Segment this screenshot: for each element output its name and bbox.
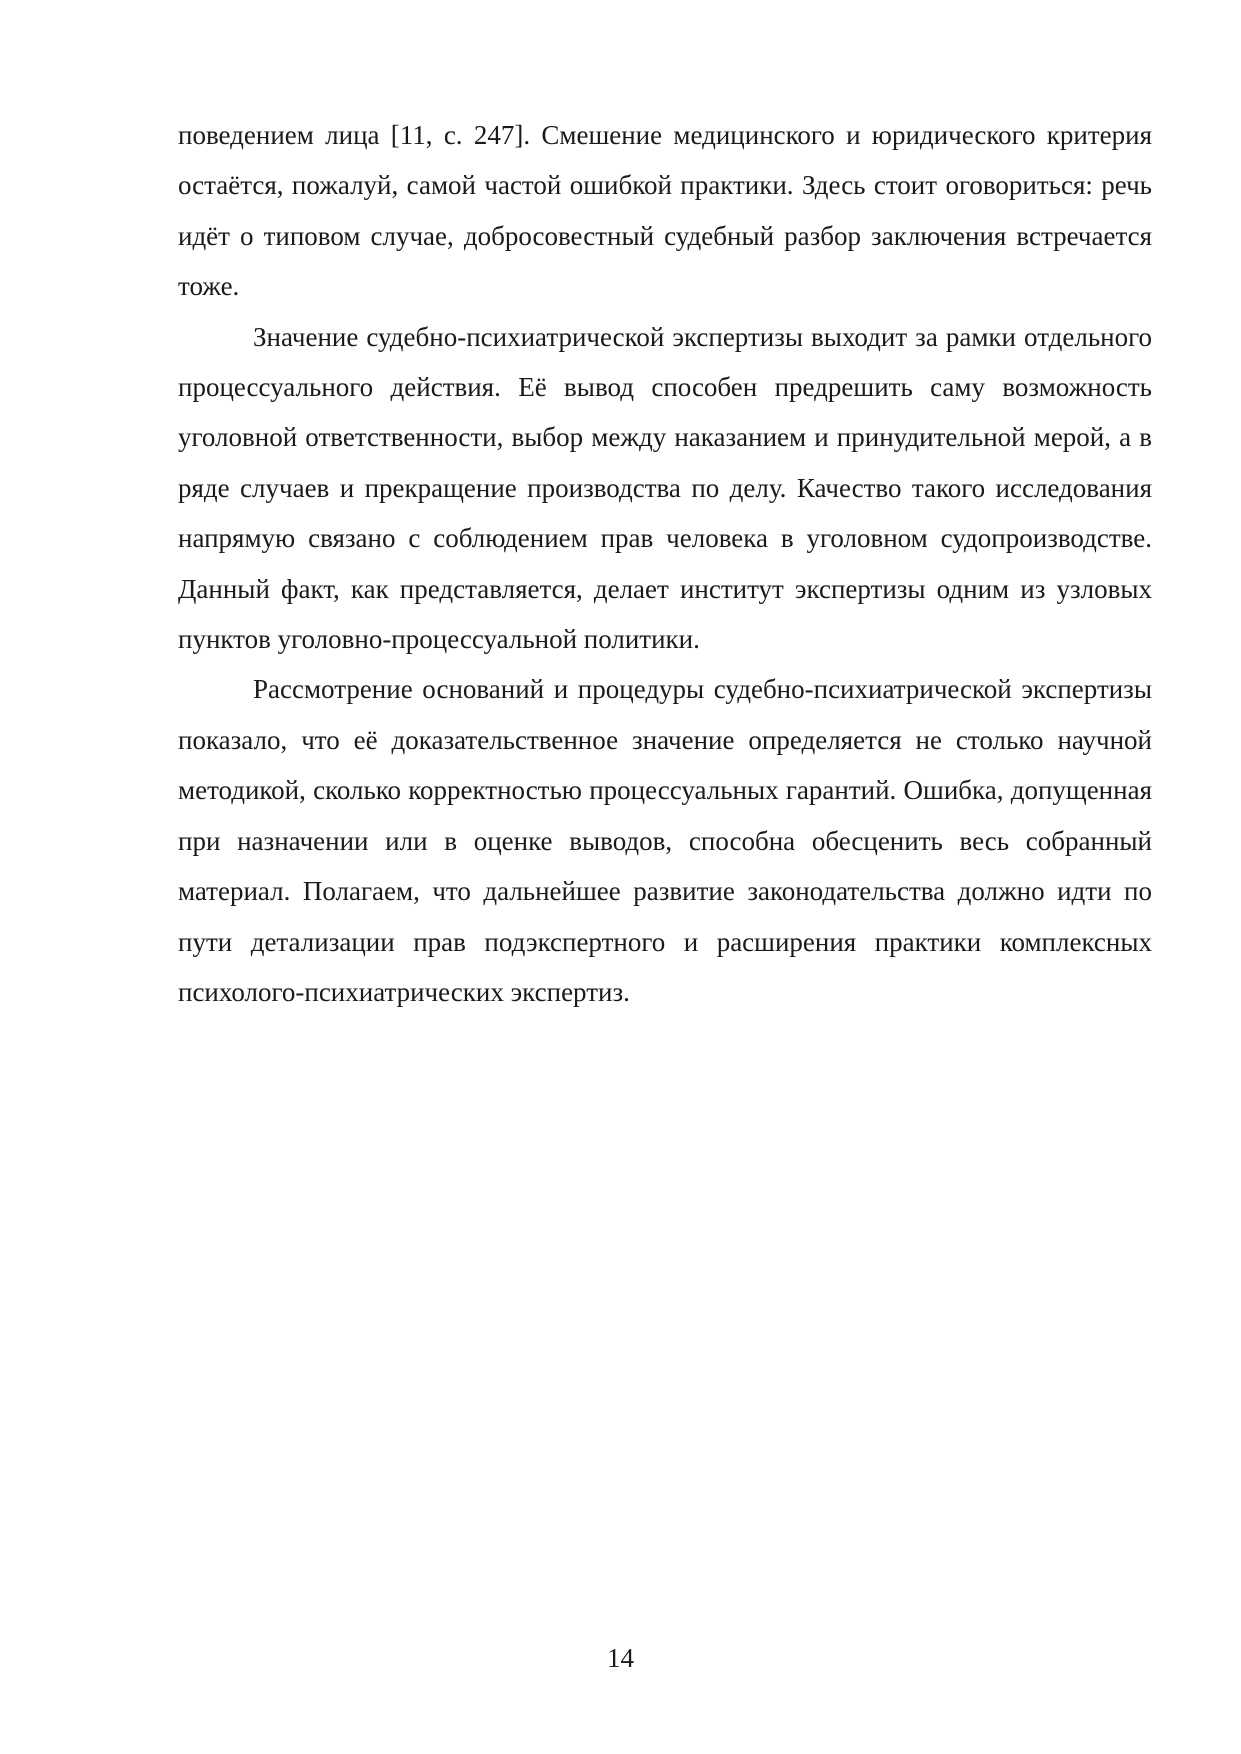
paragraph-expertise-significance: Значение судебно-психиатрической экспертизы выходит за рамки отдельного процессуального действия. Её вывод способен предрешить саму возможность уголовной ответственности, выбор между наказанием и принудительной мерой, а в ряде случаев и прекращение производства по делу. Качество такого исследования напрямую связано с соблюдением прав человека в уголовном судопроизводстве. Данный факт, как представляется, делает институт экспертизы одним из узловых пунктов уголовно-процессуальной политики. bbox=[178, 321, 1152, 655]
page-number: 14 bbox=[607, 1643, 634, 1673]
document-body bbox=[178, 110, 1152, 1017]
paragraph-continued: поведением лица [11, с. 247]. Смешение медицинского и юридического критерия остаётся, пожалуй, самой частой ошибкой практики. Здесь стоит оговориться: речь идёт о типовом случае, добросовестный судебный разбор заключения встречается тоже. bbox=[178, 120, 1152, 302]
paragraph-conclusion: Рассмотрение оснований и процедуры судебно-психиатрической экспертизы показало, что её доказательственное значение определяется не столько научной методикой, сколько корректностью процессуальных гарантий. Ошибка, допущенная при назначении или в оценке выводов, способна обесценить весь собранный материал. Полагаем, что дальнейшее развитие законодательства должно идти по пути детализации прав подэкспертного и расширения практики комплексных психолого-психиатрических экспертиз. bbox=[178, 674, 1152, 1007]
